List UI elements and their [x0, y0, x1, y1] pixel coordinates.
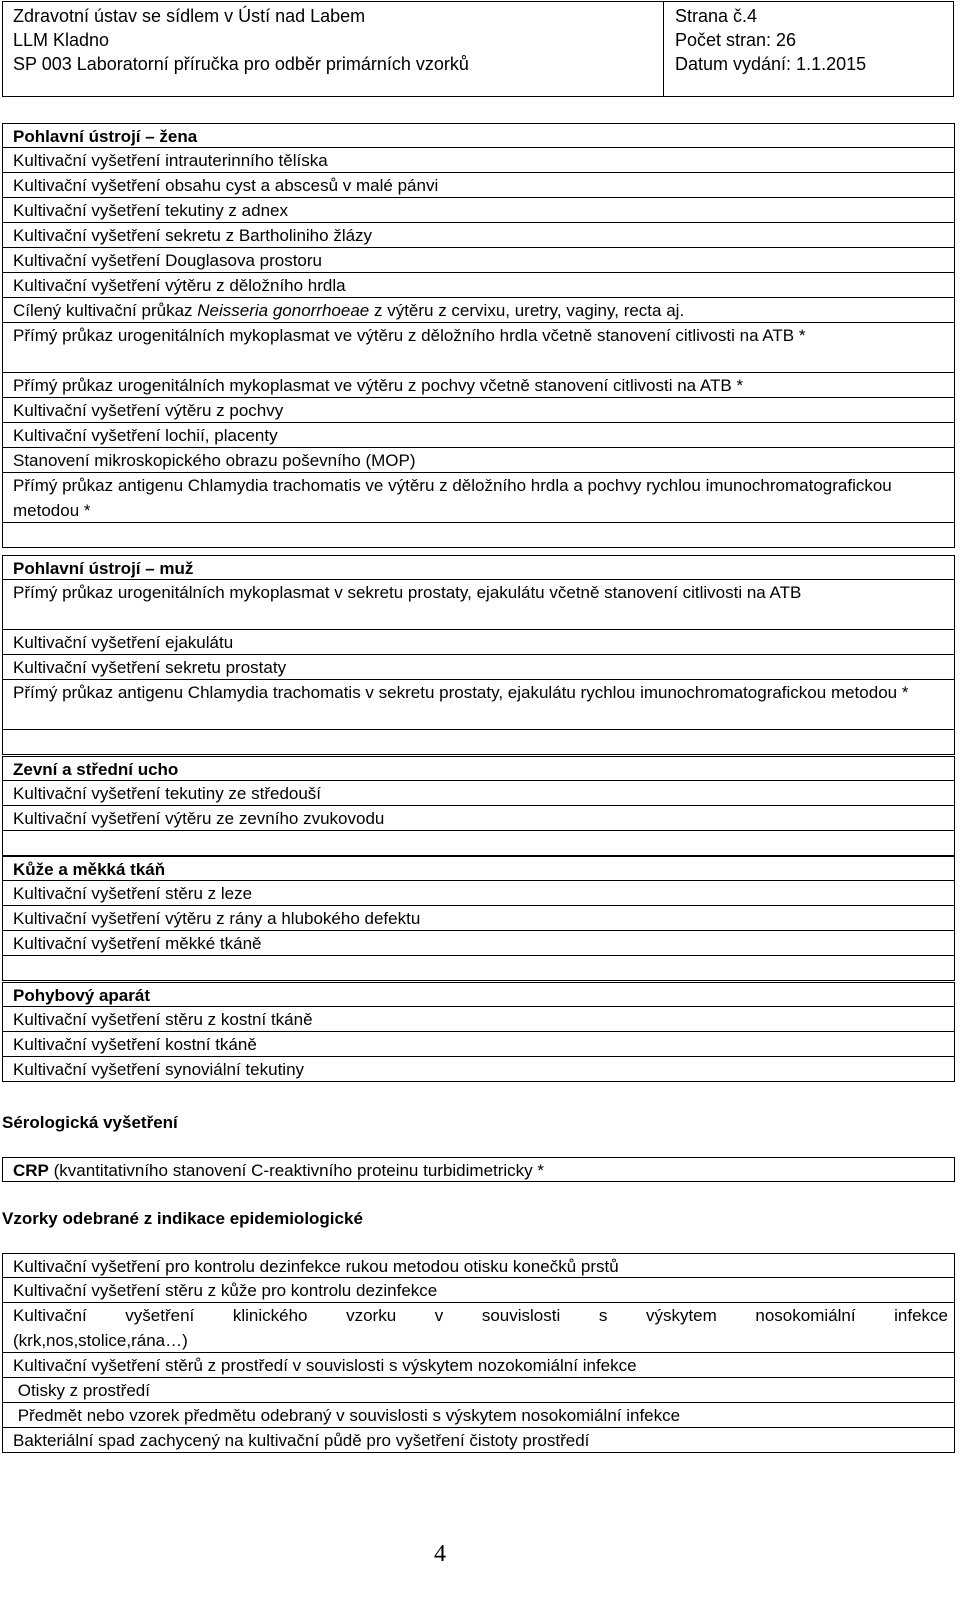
section-male — [2, 555, 955, 755]
list-item-crp — [2, 1157, 955, 1182]
institution-name: Zdravotní ústav se sídlem v Ústí nad Labem — [13, 6, 366, 26]
list-item: Kultivační vyšetření lochií, placenty — [2, 423, 955, 448]
list-item-gonorrhoea — [2, 298, 955, 323]
section-ear — [2, 756, 955, 856]
section-skin — [2, 856, 955, 981]
list-item: Stanovení mikroskopického obrazu poševního (MOP) — [2, 448, 955, 473]
section-title-skin: Kůže a měkká tkáň — [2, 856, 955, 881]
list-item-clinical: Kultivační vyšetření klinického vzorku v souvislosti s výskytem nosokomiální infekce (krk,nos,stolice,rána…) — [2, 1303, 955, 1353]
section-title-female: Pohlavní ústrojí – žena — [2, 123, 955, 148]
list-item: Kultivační vyšetření sekretu z Bartholiniho žlázy — [2, 223, 955, 248]
heading-serology: Sérologická vyšetření — [2, 1113, 178, 1132]
gono-prefix: Cílený kultivační průkaz — [13, 301, 198, 320]
section-musculoskeletal — [2, 982, 955, 1082]
list-item-mycoplasma-male: Přímý průkaz urogenitálních mykoplasmat v sekretu prostaty, ejakulátu včetně stanovení citlivosti na ATB — [2, 580, 955, 630]
section-title-male: Pohlavní ústrojí – muž — [2, 555, 955, 580]
list-item: Kultivační vyšetření pro kontrolu dezinfekce rukou metodou otisku konečků prstů — [2, 1253, 955, 1278]
gono-species: Neisseria gonorrhoeae — [197, 301, 370, 320]
heading-epidemiological: Vzorky odebrané z indikace epidemiologické — [2, 1209, 363, 1228]
list-item: Kultivační vyšetření stěru z kůže pro kontrolu dezinfekce — [2, 1278, 955, 1303]
page-label: Strana č.4 — [675, 6, 758, 26]
issue-date: Datum vydání: 1.1.2015 — [675, 54, 867, 74]
crp-text: (kvantitativního stanovení C-reaktivního proteinu turbidimetricky * — [48, 1161, 545, 1180]
list-item: Kultivační vyšetření ejakulátu — [2, 630, 955, 655]
header-left — [3, 2, 664, 96]
list-item: Kultivační vyšetření stěru z leze — [2, 881, 955, 906]
crp-abbr: CRP — [13, 1161, 49, 1180]
spacer-row — [2, 730, 955, 755]
list-item: Kultivační vyšetření tekutiny ze středouší — [2, 781, 955, 806]
list-item: Kultivační vyšetření stěrů z prostředí v souvislosti s výskytem nozokomiální infekce — [2, 1353, 955, 1378]
gono-suffix: z výtěru z cervixu, uretry, vaginy, recta aj. — [369, 301, 685, 320]
page-number: 4 — [434, 1541, 446, 1567]
list-item: Otisky z prostředí — [2, 1378, 955, 1403]
list-item: Kultivační vyšetření Douglasova prostoru — [2, 248, 955, 273]
list-item: Kultivační vyšetření výtěru z děložního hrdla — [2, 273, 955, 298]
list-item-mycoplasma-vagina: Přímý průkaz urogenitálních mykoplasmat ve výtěru z pochvy včetně stanovení citlivosti na ATB * — [2, 373, 955, 398]
list-item: Kultivační vyšetření tekutiny z adnex — [2, 198, 955, 223]
spacer-row — [2, 831, 955, 856]
list-item: Kultivační vyšetření kostní tkáně — [2, 1032, 955, 1057]
section-serology — [2, 1157, 955, 1182]
list-item: Kultivační vyšetření intrauterinního tělíska — [2, 148, 955, 173]
list-item: Kultivační vyšetření měkké tkáně — [2, 931, 955, 956]
list-item: Kultivační vyšetření obsahu cyst a abscesů v malé pánvi — [2, 173, 955, 198]
section-title-musculoskeletal: Pohybový aparát — [2, 982, 955, 1007]
spacer-row — [2, 523, 955, 548]
list-item-mycoplasma-cervix: Přímý průkaz urogenitálních mykoplasmat ve výtěru z děložního hrdla včetně stanovení citlivosti na ATB * — [2, 323, 955, 373]
list-item: Kultivační vyšetření synoviální tekutiny — [2, 1057, 955, 1082]
list-item-chlamydia-male: Přímý průkaz antigenu Chlamydia trachomatis v sekretu prostaty, ejakulátu rychlou imunochromatografickou metodou * — [2, 680, 955, 730]
document-title: SP 003 Laboratorní příručka pro odběr primárních vzorků — [13, 54, 469, 74]
list-item: Kultivační vyšetření sekretu prostaty — [2, 655, 955, 680]
list-item: Kultivační vyšetření stěru z kostní tkáně — [2, 1007, 955, 1032]
header-right — [664, 2, 953, 96]
list-item-chlamydia-female: Přímý průkaz antigenu Chlamydia trachomatis ve výtěru z děložního hrdla a pochvy rychlou imunochromatografickou metodou * — [2, 473, 955, 523]
list-item: Kultivační vyšetření výtěru ze zevního zvukovodu — [2, 806, 955, 831]
list-item: Předmět nebo vzorek předmětu odebraný v souvislosti s výskytem nosokomiální infekce — [2, 1403, 955, 1428]
section-title-ear: Zevní a střední ucho — [2, 756, 955, 781]
list-item: Bakteriální spad zachycený na kultivační půdě pro vyšetření čistoty prostředí — [2, 1428, 955, 1453]
lab-name: LLM Kladno — [13, 30, 110, 50]
list-item: Kultivační vyšetření výtěru z pochvy — [2, 398, 955, 423]
page-count: Počet stran: 26 — [675, 30, 797, 50]
document-header — [2, 1, 954, 97]
list-item: Kultivační vyšetření výtěru z rány a hlubokého defektu — [2, 906, 955, 931]
spacer-row — [2, 956, 955, 981]
section-female — [2, 123, 955, 548]
section-epidemiological — [2, 1253, 955, 1453]
